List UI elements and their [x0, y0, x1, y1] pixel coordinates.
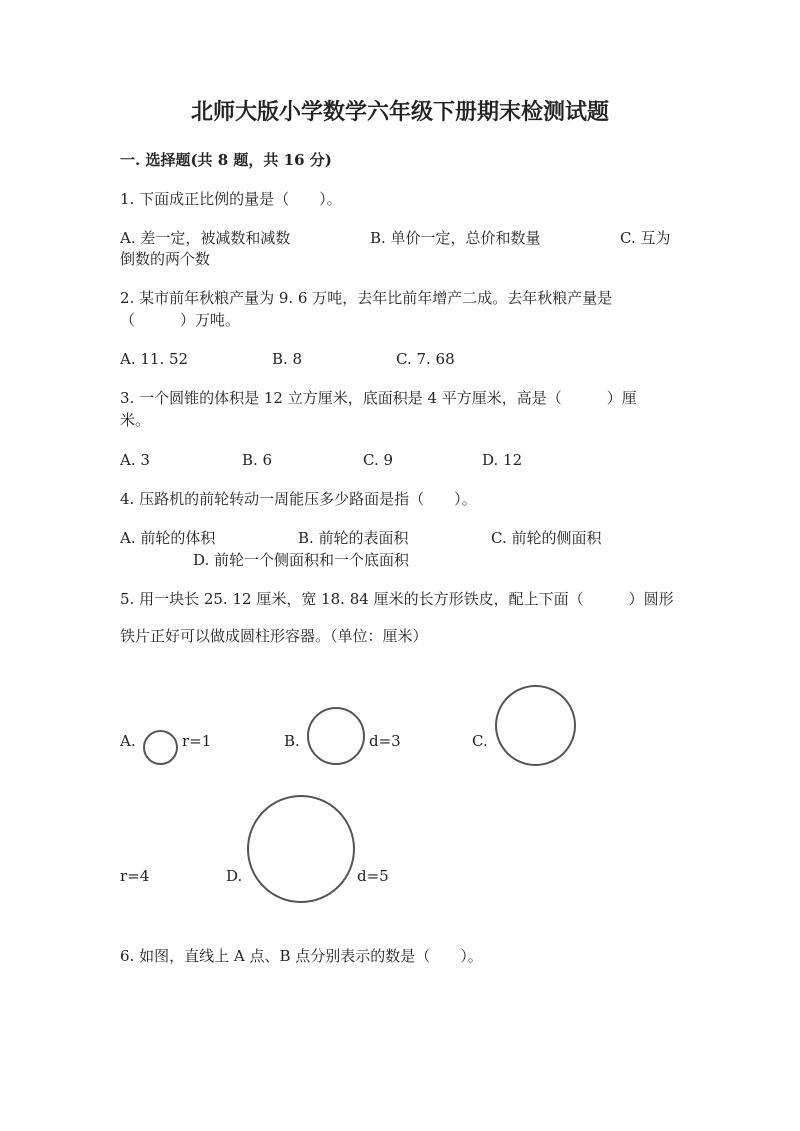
circle-c-figure: [495, 685, 576, 766]
question-2-stem: 2. 某市前年秋粮产量为 9. 6 万吨，去年比前年增产二成。去年秋粮产量是: [120, 289, 613, 307]
circle-a-figure: [143, 730, 178, 765]
question-5-option-c-value: r=4: [120, 867, 150, 885]
circle-d-figure: [247, 795, 355, 903]
question-4-option-c: C. 前轮的侧面积: [491, 529, 602, 547]
question-3-option-d: D. 12: [482, 451, 523, 469]
question-5-option-b-label: B.: [284, 732, 300, 750]
question-5-option-b-value: d=3: [369, 732, 401, 750]
question-4-option-d: D. 前轮一个侧面积和一个底面积: [193, 551, 410, 569]
question-2-option-a: A. 11. 52: [120, 350, 189, 368]
question-1-option-b: B. 单价一定，总价和数量: [370, 229, 541, 247]
question-3-stem-continued: 米。: [120, 411, 151, 429]
question-5-stem: 5. 用一块长 25. 12 厘米，宽 18. 84 厘米的长方形铁皮，配上下面（ ）圆形: [120, 590, 674, 608]
question-4-option-b: B. 前轮的表面积: [298, 529, 409, 547]
question-5-option-d-label: D.: [226, 867, 243, 885]
question-5-option-c-label: C.: [472, 732, 488, 750]
question-4-stem: 4. 压路机的前轮转动一周能压多少路面是指（ ）。: [120, 490, 477, 508]
question-5-option-d-value: d=5: [357, 867, 389, 885]
page-title: 北师大版小学数学六年级下册期末检测试题: [190, 99, 609, 125]
circle-b-figure: [307, 707, 365, 765]
question-2-option-c: C. 7. 68: [396, 350, 455, 368]
question-3-option-c: C. 9: [363, 451, 394, 469]
question-1-option-a: A. 差一定，被减数和减数: [120, 229, 291, 247]
question-2-option-b: B. 8: [272, 350, 303, 368]
question-1-option-c-continued: 倒数的两个数: [120, 250, 211, 268]
question-2-stem-continued: （ ）万吨。: [120, 311, 241, 329]
question-1-stem: 1. 下面成正比例的量是（ ）。: [120, 190, 342, 208]
question-3-stem: 3. 一个圆锥的体积是 12 立方厘米，底面积是 4 平方厘米，高是（ ）厘: [120, 389, 637, 407]
section-heading-choice: 一. 选择题(共 8 题，共 16 分): [120, 151, 332, 169]
question-5-option-a-label: A.: [120, 732, 136, 750]
question-6-stem: 6. 如图，直线上 A 点、B 点分别表示的数是（ ）。: [120, 947, 483, 965]
question-5-stem-continued: 铁片正好可以做成圆柱形容器。（单位：厘米）: [120, 627, 428, 645]
question-1-option-c: C. 互为: [620, 229, 671, 247]
question-5-option-a-value: r=1: [182, 732, 212, 750]
question-3-option-b: B. 6: [242, 451, 273, 469]
question-4-option-a: A. 前轮的体积: [120, 529, 216, 547]
question-3-option-a: A. 3: [120, 451, 150, 469]
